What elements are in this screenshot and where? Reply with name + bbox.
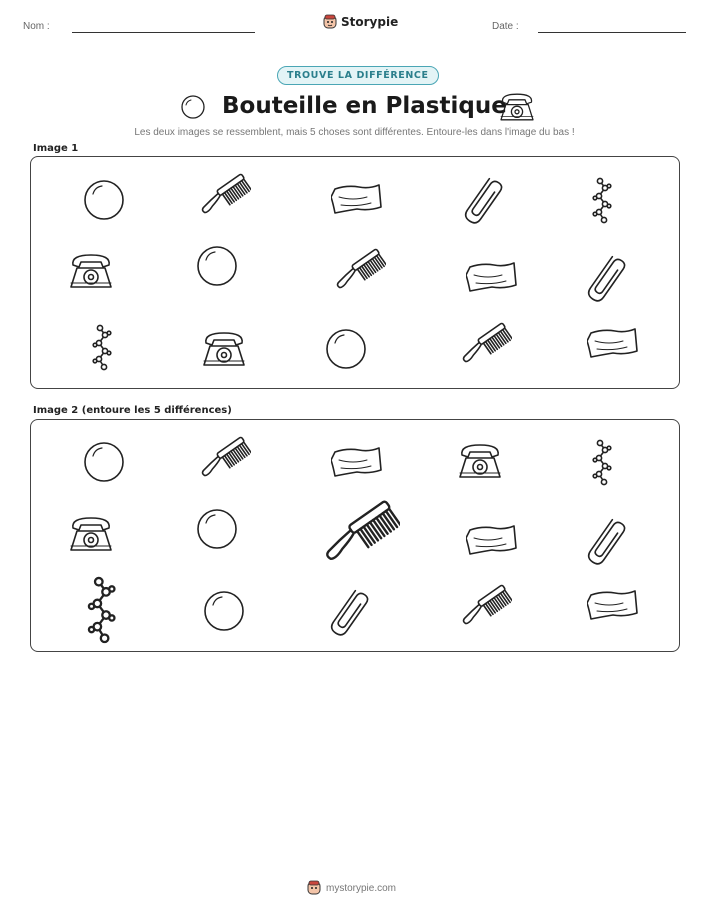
cloth-icon[interactable]	[466, 514, 518, 570]
cloth-icon[interactable]	[587, 579, 639, 635]
image1-label: Image 1	[33, 143, 79, 154]
date-field[interactable]	[538, 32, 686, 33]
bubble-icon[interactable]	[198, 585, 250, 641]
cloth-icon[interactable]	[331, 173, 383, 229]
bubble-icon[interactable]	[78, 174, 130, 230]
bubble-icon[interactable]	[191, 240, 243, 296]
comb-icon[interactable]	[334, 245, 386, 301]
date-label: Date :	[492, 21, 519, 32]
paperclip-icon[interactable]	[577, 251, 629, 307]
molecule-icon[interactable]	[576, 175, 628, 231]
bubble-icon	[179, 93, 207, 121]
comb-icon[interactable]	[460, 581, 512, 637]
paperclip-icon[interactable]	[577, 514, 629, 570]
name-field[interactable]	[72, 32, 255, 33]
footer-url[interactable]: mystorypie.com	[326, 882, 397, 894]
brand-name: Storypie	[341, 15, 399, 29]
molecule-icon[interactable]	[576, 437, 628, 493]
cloth-icon[interactable]	[587, 317, 639, 373]
image2-label: Image 2 (entoure les 5 différences)	[33, 405, 232, 416]
cloth-icon[interactable]	[466, 251, 518, 307]
telephone-icon[interactable]	[198, 323, 250, 379]
telephone-icon[interactable]	[65, 508, 117, 564]
comb-icon[interactable]	[199, 170, 251, 226]
footer	[307, 880, 396, 896]
telephone-icon[interactable]	[65, 245, 117, 301]
paperclip-icon[interactable]	[320, 585, 372, 641]
brand-logo	[323, 14, 398, 30]
activity-badge: TROUVE LA DIFFÉRENCE	[277, 66, 439, 85]
paperclip-icon[interactable]	[454, 173, 506, 229]
molecule-icon[interactable]	[64, 573, 139, 652]
bubble-icon[interactable]	[78, 436, 130, 492]
comb-icon[interactable]	[199, 433, 251, 489]
name-label: Nom :	[23, 21, 50, 32]
storypie-mascot-icon	[307, 880, 321, 896]
instructions: Les deux images se ressemblent, mais 5 choses sont différentes. Entoure-les dans l'image du bas !	[134, 127, 575, 138]
molecule-icon[interactable]	[76, 322, 128, 378]
telephone-icon	[500, 90, 534, 128]
comb-icon[interactable]	[460, 319, 512, 375]
page-title: Bouteille en Plastique	[222, 93, 507, 119]
storypie-mascot-icon	[323, 14, 337, 30]
bubble-icon[interactable]	[320, 323, 372, 379]
comb-icon[interactable]	[322, 495, 400, 577]
telephone-icon[interactable]	[454, 435, 506, 491]
cloth-icon[interactable]	[331, 436, 383, 492]
bubble-icon[interactable]	[191, 503, 243, 559]
